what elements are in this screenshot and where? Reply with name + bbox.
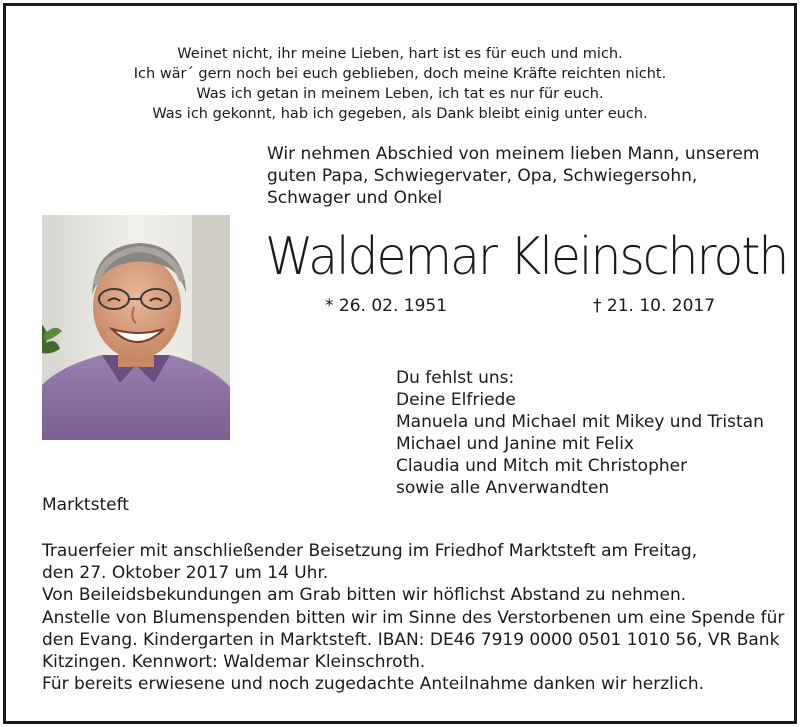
- details-line: den 27. Oktober 2017 um 14 Uhr.: [42, 563, 329, 584]
- death-date: † 21. 10. 2017: [593, 296, 716, 316]
- mourners-line: Claudia und Mitch mit Christopher: [396, 456, 688, 476]
- mourners-list: [396, 367, 764, 499]
- mourners-line: Deine Elfriede: [396, 390, 516, 410]
- mourners-line: sowie alle Anverwandten: [396, 478, 610, 498]
- intro-line: Wir nehmen Abschied von meinem lieben Mann, unserem: [267, 144, 760, 164]
- birth-date: * 26. 02. 1951: [325, 296, 448, 316]
- farewell-intro: [267, 143, 767, 209]
- intro-line: Schwager und Onkel: [267, 188, 443, 208]
- funeral-details: [42, 540, 784, 695]
- details-line: Kitzingen. Kennwort: Waldemar Kleinschroth.: [42, 652, 426, 673]
- mourners-line: Du fehlst uns:: [396, 368, 515, 388]
- portrait-photo: [42, 215, 230, 440]
- poem-line: Was ich gekonnt, hab ich gegeben, als Dank bleibt einig unter euch.: [152, 106, 648, 122]
- details-line: Für bereits erwiesene und noch zugedachte Anteilnahme danken wir herzlich.: [42, 674, 705, 695]
- poem: [0, 44, 800, 124]
- place-name: Marktsteft: [42, 495, 129, 515]
- poem-line: Ich wär´ gern noch bei euch geblieben, doch meine Kräfte reichten nicht.: [133, 66, 667, 82]
- mourners-line: Manuela und Michael mit Mikey und Tristan: [396, 412, 764, 432]
- details-line: Anstelle von Blumenspenden bitten wir im Sinne des Verstorbenen um eine Spende für: [42, 607, 785, 628]
- details-line: Trauerfeier mit anschließender Beisetzung im Friedhof Marktsteft am Freitag,: [42, 541, 698, 561]
- details-line: den Evang. Kindergarten in Marktsteft. IBAN: DE46 7919 0000 0501 1010 56, VR Bank: [42, 629, 780, 650]
- deceased-name: Waldemar Kleinschroth: [265, 227, 788, 287]
- intro-line: guten Papa, Schwiegervater, Opa, Schwiegersohn,: [267, 166, 698, 186]
- poem-line: Weinet nicht, ihr meine Lieben, hart ist es für euch und mich.: [177, 46, 623, 62]
- details-line: Von Beileidsbekundungen am Grab bitten wir höflichst Abstand zu nehmen.: [42, 585, 687, 606]
- mourners-line: Michael und Janine mit Felix: [396, 434, 634, 454]
- poem-line: Was ich getan in meinem Leben, ich tat es nur für euch.: [196, 86, 604, 102]
